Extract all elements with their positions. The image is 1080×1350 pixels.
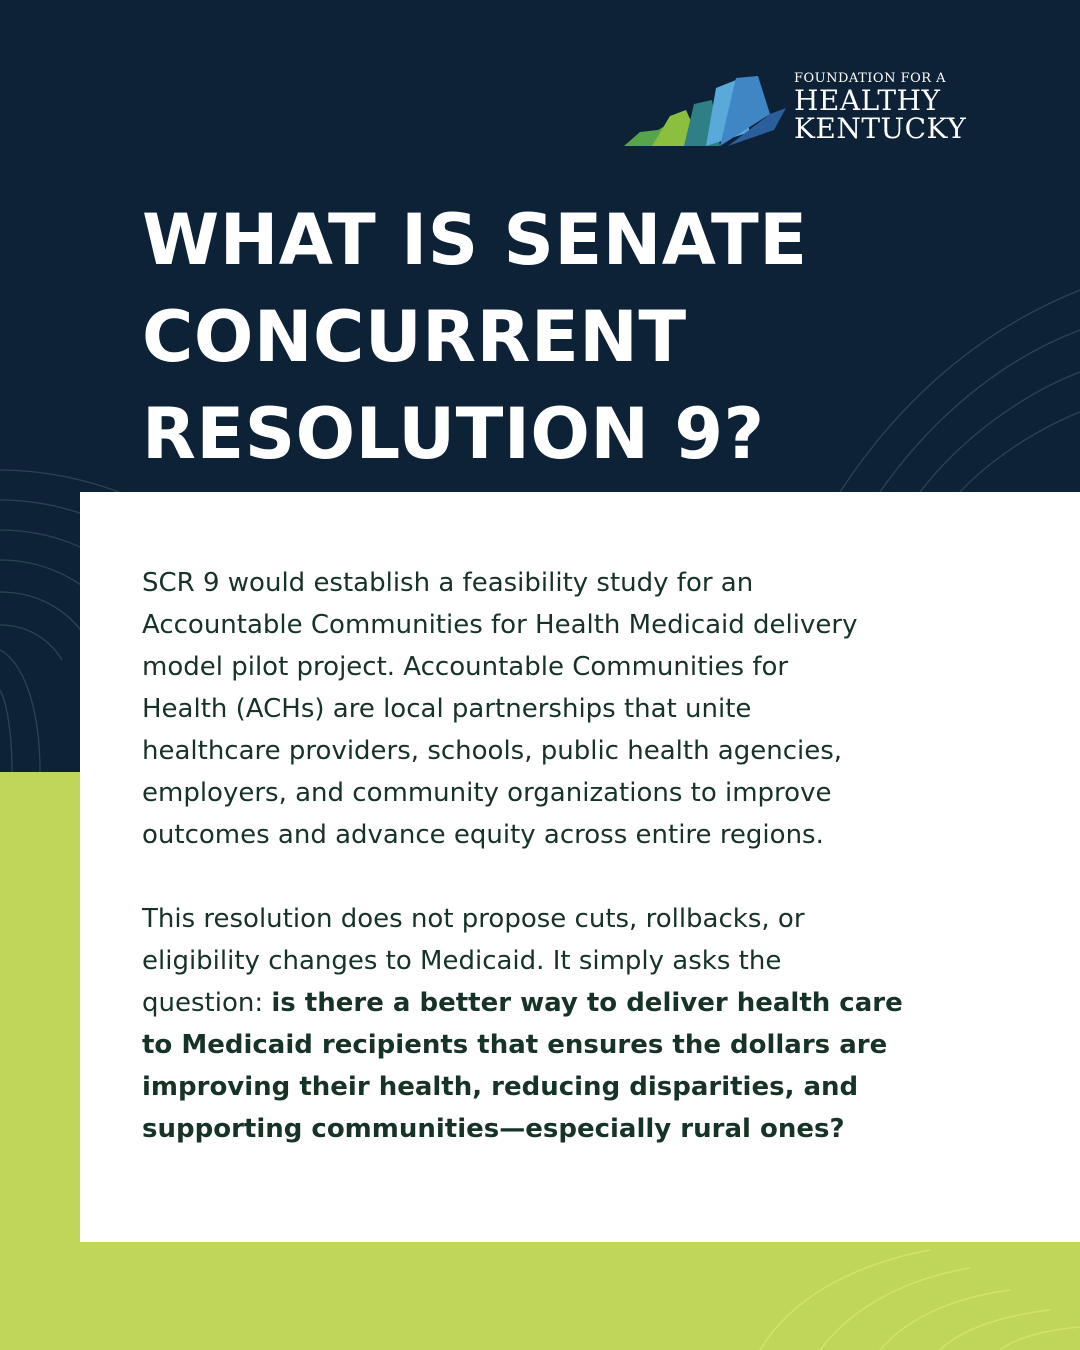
logo-line-3: KENTUCKY [794,112,967,145]
paragraph-1-line: healthcare providers, schools, public health agencies, [142,736,843,766]
page-title [142,192,942,483]
paragraph-1-line: Accountable Communities for Health Medicaid delivery [142,610,858,640]
key-question-start: is there a better way to deliver health care [271,988,903,1018]
title-line: RESOLUTION 9? [142,393,765,475]
paragraph-1-line: employers, and community organizations to improve [142,778,832,808]
kentucky-state-icon [624,74,786,148]
paragraph-1-line: SCR 9 would establish a feasibility study for an [142,568,754,598]
title-line: CONCURRENT [142,296,687,378]
paragraph-1-line: outcomes and advance equity across entire regions. [142,820,824,850]
question-lead-in: question: [142,988,272,1018]
paragraph-2-line [142,982,942,1024]
key-question-line: to Medicaid recipients that ensures the dollars are [142,1030,888,1060]
paragraph-gap [142,856,942,898]
logo-line-1: FOUNDATION FOR A [794,71,947,86]
logo-wordmark [794,72,966,143]
logo-line-2: HEALTHY [794,84,941,117]
body-text [142,562,942,1150]
key-question-line: supporting communities—especially rural ones? [142,1114,845,1144]
foundation-logo [624,72,984,150]
paragraph-2-line: This resolution does not propose cuts, rollbacks, or [142,904,805,934]
key-question-line: improving their health, reducing disparities, and [142,1072,859,1102]
paragraph-1-line: model pilot project. Accountable Communities for [142,652,789,682]
paragraph-1-line: Health (ACHs) are local partnerships that unite [142,694,752,724]
title-line: WHAT IS SENATE [142,199,808,281]
paragraph-2-line: eligibility changes to Medicaid. It simply asks the [142,946,782,976]
